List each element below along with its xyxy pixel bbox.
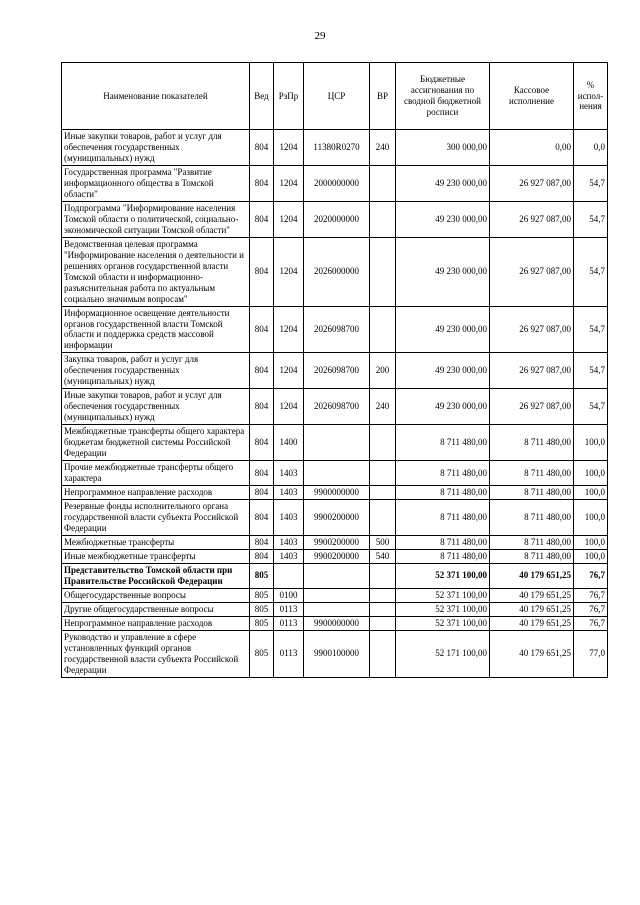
table-row <box>62 425 608 461</box>
cell-cash: 26 927 087,00 <box>490 165 574 201</box>
table-row <box>62 306 608 353</box>
cell-cash: 8 711 480,00 <box>490 535 574 549</box>
cell-csr: 9900000000 <box>304 486 370 500</box>
cell-ved: 805 <box>250 588 274 602</box>
cell-percent: 100,0 <box>574 425 608 461</box>
cell-percent: 54,7 <box>574 201 608 237</box>
cell-name: Иные закупки товаров, работ и услуг для обеспечения государственных (муниципальных) нужд <box>62 389 250 425</box>
cell-cash: 40 179 651,25 <box>490 588 574 602</box>
cell-cash: 26 927 087,00 <box>490 389 574 425</box>
cell-percent: 0,0 <box>574 130 608 166</box>
cell-vr: 240 <box>370 389 396 425</box>
cell-csr: 2020000000 <box>304 201 370 237</box>
cell-name: Представительство Томской области при Правительстве Российской Федерации <box>62 563 250 588</box>
cell-csr: 9900100000 <box>304 630 370 677</box>
table-row <box>62 563 608 588</box>
table-row <box>62 389 608 425</box>
cell-vr: 540 <box>370 549 396 563</box>
cell-budget: 49 230 000,00 <box>396 165 490 201</box>
table-row <box>62 602 608 616</box>
cell-name: Другие общегосударственные вопросы <box>62 602 250 616</box>
cell-budget: 300 000,00 <box>396 130 490 166</box>
cell-budget: 49 230 000,00 <box>396 306 490 353</box>
cell-csr <box>304 563 370 588</box>
cell-vr <box>370 306 396 353</box>
cell-csr: 2026000000 <box>304 237 370 306</box>
cell-ved: 805 <box>250 630 274 677</box>
cell-budget: 49 230 000,00 <box>396 201 490 237</box>
cell-vr: 240 <box>370 130 396 166</box>
cell-ved: 804 <box>250 549 274 563</box>
cell-csr: 2026098700 <box>304 389 370 425</box>
cell-percent: 77,0 <box>574 630 608 677</box>
cell-cash: 26 927 087,00 <box>490 201 574 237</box>
cell-percent: 54,7 <box>574 389 608 425</box>
cell-vr: 500 <box>370 535 396 549</box>
cell-ved: 804 <box>250 486 274 500</box>
cell-percent: 100,0 <box>574 486 608 500</box>
cell-name: Иные межбюджетные трансферты <box>62 549 250 563</box>
table-row <box>62 535 608 549</box>
cell-budget: 8 711 480,00 <box>396 500 490 536</box>
cell-csr: 2000000000 <box>304 165 370 201</box>
cell-rzpr: 1204 <box>274 353 304 389</box>
cell-name: Межбюджетные трансферты общего характера бюджетам бюджетной системы Российской Федерации <box>62 425 250 461</box>
cell-percent: 100,0 <box>574 549 608 563</box>
cell-vr <box>370 425 396 461</box>
header-percent: % испол-нения <box>574 63 608 130</box>
cell-csr: 9900000000 <box>304 616 370 630</box>
cell-csr <box>304 588 370 602</box>
cell-name: Руководство и управление в сфере установленных функций органов государственной власти субъекта Российской Федерации <box>62 630 250 677</box>
cell-ved: 804 <box>250 500 274 536</box>
cell-cash: 26 927 087,00 <box>490 353 574 389</box>
cell-cash: 40 179 651,25 <box>490 616 574 630</box>
cell-cash: 26 927 087,00 <box>490 237 574 306</box>
cell-name: Прочие межбюджетные трансферты общего характера <box>62 461 250 486</box>
table-row <box>62 130 608 166</box>
cell-percent: 76,7 <box>574 563 608 588</box>
cell-rzpr <box>274 563 304 588</box>
header-ved: Вед <box>250 63 274 130</box>
cell-budget: 8 711 480,00 <box>396 461 490 486</box>
table-row <box>62 549 608 563</box>
cell-cash: 40 179 651,25 <box>490 563 574 588</box>
cell-rzpr: 0113 <box>274 630 304 677</box>
cell-vr <box>370 486 396 500</box>
table-row <box>62 461 608 486</box>
cell-ved: 804 <box>250 201 274 237</box>
cell-rzpr: 1204 <box>274 306 304 353</box>
cell-rzpr: 1204 <box>274 165 304 201</box>
cell-name: Иные закупки товаров, работ и услуг для обеспечения государственных (муниципальных) нужд <box>62 130 250 166</box>
cell-budget: 49 230 000,00 <box>396 353 490 389</box>
cell-ved: 805 <box>250 563 274 588</box>
cell-vr <box>370 461 396 486</box>
cell-csr <box>304 425 370 461</box>
cell-ved: 804 <box>250 165 274 201</box>
cell-percent: 54,7 <box>574 237 608 306</box>
cell-rzpr: 1400 <box>274 425 304 461</box>
cell-rzpr: 1403 <box>274 549 304 563</box>
table-row <box>62 165 608 201</box>
header-name: Наименование показателей <box>62 63 250 130</box>
cell-vr <box>370 563 396 588</box>
cell-ved: 804 <box>250 130 274 166</box>
cell-vr <box>370 500 396 536</box>
cell-rzpr: 1204 <box>274 130 304 166</box>
cell-vr <box>370 165 396 201</box>
cell-cash: 8 711 480,00 <box>490 425 574 461</box>
cell-rzpr: 1403 <box>274 535 304 549</box>
cell-budget: 49 230 000,00 <box>396 389 490 425</box>
cell-cash: 8 711 480,00 <box>490 549 574 563</box>
cell-percent: 100,0 <box>574 535 608 549</box>
cell-cash: 8 711 480,00 <box>490 461 574 486</box>
cell-cash: 26 927 087,00 <box>490 306 574 353</box>
cell-ved: 805 <box>250 616 274 630</box>
table-row <box>62 353 608 389</box>
cell-vr <box>370 616 396 630</box>
cell-name: Непрограммное направление расходов <box>62 616 250 630</box>
cell-vr <box>370 588 396 602</box>
cell-name: Закупка товаров, работ и услуг для обеспечения государственных (муниципальных) нужд <box>62 353 250 389</box>
cell-percent: 76,7 <box>574 588 608 602</box>
cell-vr <box>370 201 396 237</box>
cell-name: Общегосударственные вопросы <box>62 588 250 602</box>
table-row <box>62 616 608 630</box>
cell-budget: 8 711 480,00 <box>396 486 490 500</box>
cell-rzpr: 1403 <box>274 461 304 486</box>
cell-budget: 52 371 100,00 <box>396 602 490 616</box>
cell-percent: 76,7 <box>574 602 608 616</box>
cell-csr: 11380R0270 <box>304 130 370 166</box>
cell-budget: 52 371 100,00 <box>396 616 490 630</box>
cell-rzpr: 0113 <box>274 602 304 616</box>
cell-ved: 804 <box>250 237 274 306</box>
cell-budget: 49 230 000,00 <box>396 237 490 306</box>
cell-vr: 200 <box>370 353 396 389</box>
cell-ved: 804 <box>250 461 274 486</box>
table-row <box>62 201 608 237</box>
cell-vr <box>370 602 396 616</box>
cell-name: Государственная программа "Развитие информационного общества в Томской области" <box>62 165 250 201</box>
cell-budget: 52 371 100,00 <box>396 563 490 588</box>
cell-name: Непрограммное направление расходов <box>62 486 250 500</box>
table-row <box>62 486 608 500</box>
cell-rzpr: 1204 <box>274 201 304 237</box>
cell-rzpr: 0100 <box>274 588 304 602</box>
cell-name: Резервные фонды исполнительного органа государственной власти субъекта Российской Федерации <box>62 500 250 536</box>
cell-vr <box>370 630 396 677</box>
cell-budget: 8 711 480,00 <box>396 535 490 549</box>
cell-ved: 804 <box>250 425 274 461</box>
header-rzpr: РзПр <box>274 63 304 130</box>
cell-name: Подпрограмма "Информирование населения Томской области о политической, социально-экономической ситуации Томской области" <box>62 201 250 237</box>
cell-csr: 9900200000 <box>304 500 370 536</box>
cell-csr: 2026098700 <box>304 306 370 353</box>
cell-csr <box>304 461 370 486</box>
cell-rzpr: 0113 <box>274 616 304 630</box>
table-row <box>62 500 608 536</box>
cell-budget: 8 711 480,00 <box>396 549 490 563</box>
cell-percent: 100,0 <box>574 461 608 486</box>
cell-rzpr: 1403 <box>274 500 304 536</box>
header-vr: ВР <box>370 63 396 130</box>
cell-ved: 804 <box>250 306 274 353</box>
table-row <box>62 630 608 677</box>
cell-ved: 804 <box>250 353 274 389</box>
cell-csr <box>304 602 370 616</box>
cell-budget: 8 711 480,00 <box>396 425 490 461</box>
header-budget: Бюджетные ассигнования по сводной бюджетной росписи <box>396 63 490 130</box>
cell-percent: 76,7 <box>574 616 608 630</box>
cell-csr: 2026098700 <box>304 353 370 389</box>
cell-percent: 54,7 <box>574 165 608 201</box>
cell-csr: 9900200000 <box>304 535 370 549</box>
table-body <box>62 130 608 678</box>
cell-ved: 804 <box>250 389 274 425</box>
table-header-row <box>62 63 608 130</box>
header-csr: ЦСР <box>304 63 370 130</box>
header-cash: Кассовое исполнение <box>490 63 574 130</box>
cell-budget: 52 371 100,00 <box>396 588 490 602</box>
cell-rzpr: 1204 <box>274 237 304 306</box>
cell-name: Межбюджетные трансферты <box>62 535 250 549</box>
cell-cash: 40 179 651,25 <box>490 630 574 677</box>
cell-percent: 54,7 <box>574 306 608 353</box>
cell-cash: 40 179 651,25 <box>490 602 574 616</box>
cell-percent: 100,0 <box>574 500 608 536</box>
cell-rzpr: 1403 <box>274 486 304 500</box>
cell-cash: 8 711 480,00 <box>490 486 574 500</box>
table-row <box>62 237 608 306</box>
cell-ved: 805 <box>250 602 274 616</box>
cell-name: Информационное освещение деятельности органов государственной власти Томской области и поддержка средств массовой информации <box>62 306 250 353</box>
cell-vr <box>370 237 396 306</box>
cell-csr: 9900200000 <box>304 549 370 563</box>
cell-rzpr: 1204 <box>274 389 304 425</box>
cell-name: Ведомственная целевая программа "Информирование населения о деятельности и решениях органов государственной власти Томской области и информационно-разъяснительная работа по актуальным социально значимым вопросам" <box>62 237 250 306</box>
cell-percent: 54,7 <box>574 353 608 389</box>
budget-execution-table <box>61 62 608 678</box>
cell-ved: 804 <box>250 535 274 549</box>
cell-budget: 52 171 100,00 <box>396 630 490 677</box>
page-number: 29 <box>314 30 326 42</box>
table-row <box>62 588 608 602</box>
cell-cash: 8 711 480,00 <box>490 500 574 536</box>
cell-cash: 0,00 <box>490 130 574 166</box>
